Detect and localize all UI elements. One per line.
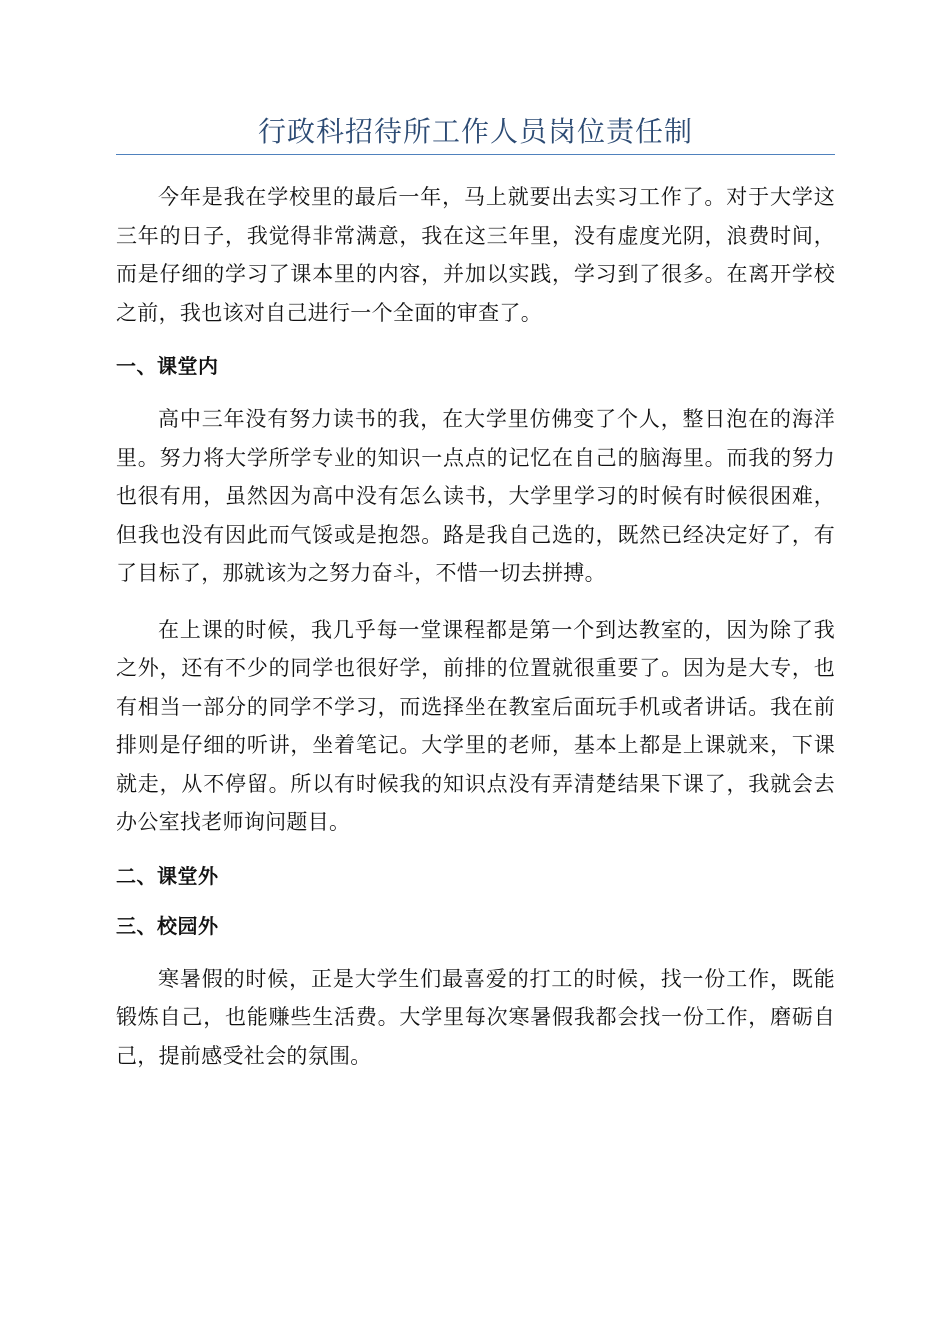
body-paragraph: 寒暑假的时候，正是大学生们最喜爱的打工的时候，找一份工作，既能锻炼自己，也能赚些生活费。大学里每次寒暑假我都会找一份工作，磨砺自己，提前感受社会的氛围。 (116, 966, 835, 1068)
document-title: 行政科招待所工作人员岗位责任制 (257, 115, 693, 148)
section-heading-off-campus: 三、校园外 (116, 913, 219, 938)
section-heading-classroom: 一、课堂内 (116, 354, 219, 378)
body-paragraph: 在上课的时候，我几乎每一堂课程都是第一个到达教室的，因为除了我之外，还有不少的同学也很好学，前排的位置就很重要了。因为是大专，也有相当一部分的同学不学习，而选择坐在教室后面玩手机或者讲话。我在前排则是仔细的听讲，坐着笔记。大学里的老师，基本上都是上课就来，下课就走，从不停留。所以有时候我的知识点没有弄清楚结果下课了，我就会去办公室找老师询问题目。 (116, 617, 835, 834)
title-underline (116, 154, 835, 155)
body-paragraph: 高中三年没有努力读书的我，在大学里仿佛变了个人，整日泡在的海洋里。努力将大学所学专业的知识一点点的记忆在自己的脑海里。而我的努力也很有用，虽然因为高中没有怎么读书，大学里学习的时候有时候很困难，但我也没有因此而气馁或是抱怨。路是我自己选的，既然已经决定好了，有了目标了，那就该为之努力奋斗，不惜一切去拼搏。 (116, 407, 835, 585)
section-heading-outside-class: 二、课堂外 (116, 863, 219, 888)
document-body (116, 178, 835, 1093)
intro-paragraph: 今年是我在学校里的最后一年，马上就要出去实习工作了。对于大学这三年的日子，我觉得非常满意，我在这三年里，没有虚度光阴，浪费时间，而是仔细的学习了课本里的内容，并加以实践，学习到了很多。在离开学校之前，我也该对自己进行一个全面的审查了。 (116, 185, 835, 325)
